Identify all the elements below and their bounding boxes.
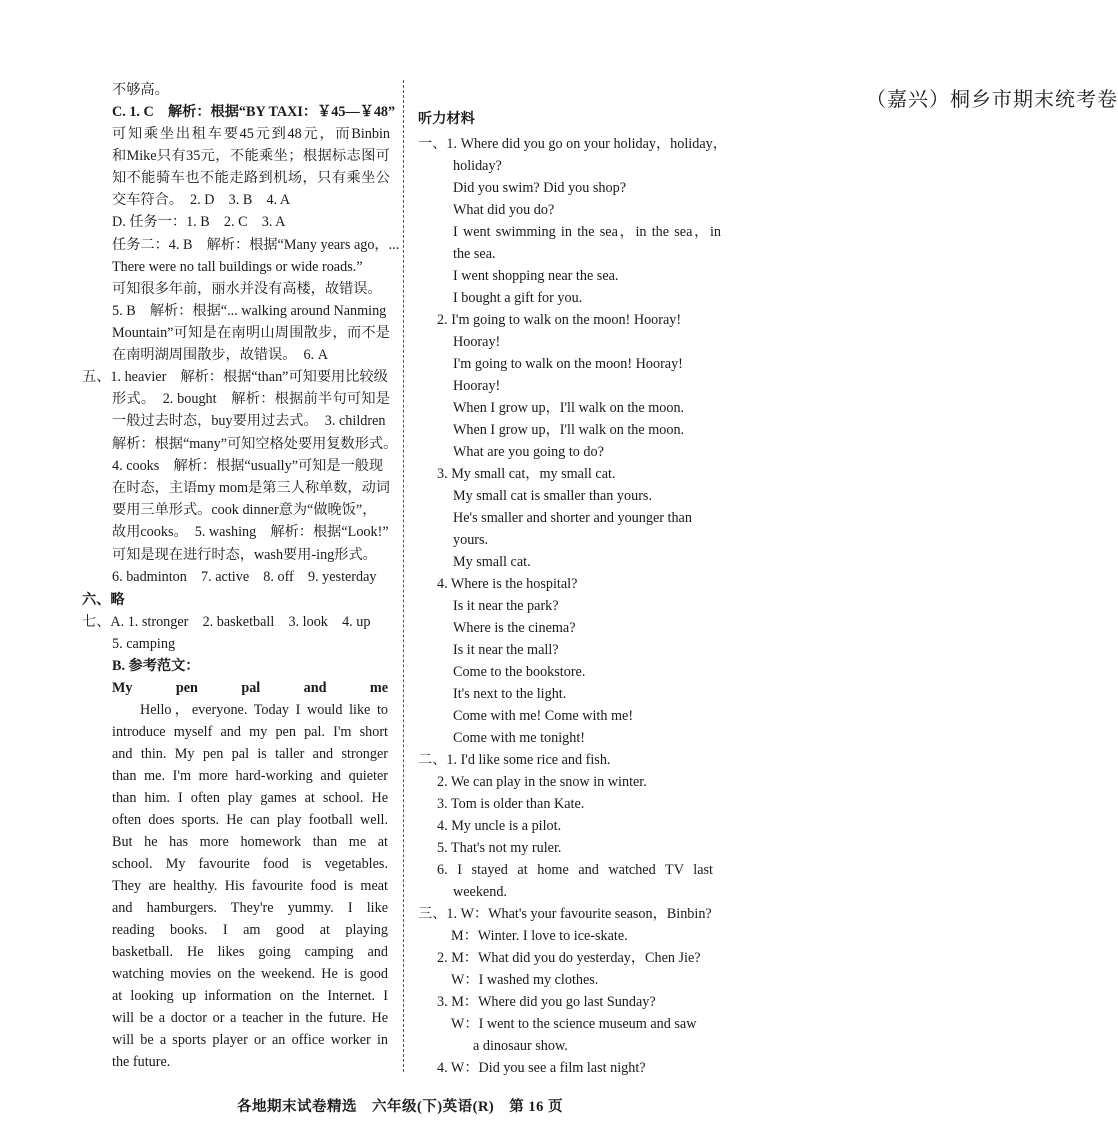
answer-line: 一般过去时态，buy要用过去式。 3. children [112, 413, 386, 429]
transcript-line: 4. My uncle is a pilot. [437, 818, 562, 834]
answer-line: C. 1. C 解析：根据“BY TAXI：￥45—￥48” [112, 104, 396, 120]
transcript-line: 二、1. I'd like some rice and fish. [418, 752, 611, 768]
transcript-line: I went swimming in the sea，in the sea，in [453, 224, 721, 240]
answer-line: My pen pal and me [112, 680, 388, 696]
answer-line: 解析：根据“many”可知空格处要用复数形式。 [112, 436, 398, 452]
transcript-line: a dinosaur show. [473, 1038, 568, 1054]
answer-line: 任务二：4. B 解析：根据“Many years ago，... [112, 237, 400, 253]
answer-line: 在南明湖周围散步，故错误。 6. A [112, 347, 328, 363]
answer-line: often does sports. He can play football well. [112, 812, 388, 828]
answer-line: 可知很多年前，丽水并没有高楼，故错误。 [112, 281, 382, 297]
answer-line: and hamburgers. They're yummy. I like [112, 900, 388, 916]
answer-line: school. My favourite food is vegetables. [112, 856, 388, 872]
transcript-line: 4. W：Did you see a film last night? [437, 1060, 646, 1076]
answer-line: will be a doctor or a teacher in the future. He [112, 1010, 388, 1026]
answer-line: B. 参考范文： [112, 658, 200, 674]
transcript-line: What are you going to do? [453, 444, 604, 460]
transcript-line: 3. M：Where did you go last Sunday? [437, 994, 656, 1010]
transcript-line: 一、1. Where did you go on your holiday，holiday， [418, 136, 727, 152]
transcript-line: 2. M：What did you do yesterday，Chen Jie? [437, 950, 701, 966]
answer-line: D. 任务一：1. B 2. C 3. A [112, 214, 286, 230]
transcript-line: I'm going to walk on the moon! Hooray! [453, 356, 683, 372]
transcript-line: My small cat is smaller than yours. [453, 488, 652, 504]
answer-line: 知不能骑车也不能走路到机场，只有乘坐公 [112, 170, 390, 186]
transcript-line: Is it near the park? [453, 598, 559, 614]
answer-line: 4. cooks 解析：根据“usually”可知是一般现 [112, 458, 384, 474]
answer-line: 故用cooks。 5. washing 解析：根据“Look!” [112, 524, 389, 540]
transcript-line: yours. [453, 532, 489, 548]
transcript-line: the sea. [453, 246, 496, 262]
transcript-line: M：Winter. I love to ice-skate. [451, 928, 628, 944]
answer-line: 六、略 [82, 592, 125, 608]
transcript-line: 2. I'm going to walk on the moon! Hooray! [437, 312, 682, 328]
transcript-line: My small cat. [453, 554, 531, 570]
answer-line: than him. I often play games at school. He [112, 790, 388, 806]
transcript-line: 2. We can play in the snow in winter. [437, 774, 647, 790]
transcript-line: weekend. [453, 884, 507, 900]
answer-line: at looking up information on the Internet. I [112, 988, 388, 1004]
transcript-line: Where is the cinema? [453, 620, 576, 636]
transcript-line: W：I washed my clothes. [451, 972, 599, 988]
answer-line: 可知乘坐出租车要45元到48元，而Binbin [112, 126, 390, 142]
answer-line: 在时态，主语my mom是第三人称单数，动词 [112, 480, 390, 496]
answer-line: 形式。 2. bought 解析：根据前半句可知是 [112, 391, 390, 407]
transcript-line: 3. Tom is older than Kate. [437, 796, 585, 812]
transcript-line: Did you swim? Did you shop? [453, 180, 627, 196]
transcript-line: I bought a gift for you. [453, 290, 583, 306]
answer-line: 五、1. heavier 解析：根据“than”可知要用比较级 [82, 369, 388, 385]
answer-line: 5. B 解析：根据“... walking around Nanming [112, 303, 387, 319]
column-divider [403, 80, 405, 1072]
transcript-line: Come with me! Come with me! [453, 708, 634, 724]
answer-line: 七、A. 1. stronger 2. basketball 3. look 4. up [82, 614, 371, 630]
transcript-line: He's smaller and shorter and younger than [453, 510, 692, 526]
transcript-line: 3. My small cat，my small cat. [437, 466, 616, 482]
answer-line: 6. badminton 7. active 8. off 9. yesterday [112, 569, 377, 585]
transcript-line: Is it near the mall? [453, 642, 559, 658]
answer-line: 交车符合。 2. D 3. B 4. A [112, 192, 291, 208]
transcript-line: When I grow up，I'll walk on the moon. [453, 400, 685, 416]
answer-line: There were no tall buildings or wide roads.” [112, 259, 363, 275]
transcript-line: 4. Where is the hospital? [437, 576, 578, 592]
transcript-line: When I grow up，I'll walk on the moon. [453, 422, 685, 438]
transcript-line: 三、1. W：What's your favourite season，Binbin? [418, 906, 712, 922]
transcript-line: W：I went to the science museum and saw [451, 1016, 697, 1032]
transcript-line: 6. I stayed at home and watched TV last [437, 862, 713, 878]
answer-line: 5. camping [112, 636, 176, 652]
answer-line: But he has more homework than me at [112, 834, 388, 850]
answer-line: the future. [112, 1054, 171, 1070]
transcript-line: What did you do? [453, 202, 555, 218]
page-footer: 各地期末试卷精选 六年级(下)英语(R) 第 16 页 [236, 1099, 564, 1115]
answer-line: They are healthy. His favourite food is meat [112, 878, 388, 894]
answer-line: Hello，everyone. Today I would like to [140, 702, 388, 718]
section-title: （嘉兴）桐乡市期末统考卷 [866, 89, 1118, 111]
answer-line: than me. I'm more hard-working and quieter [112, 768, 388, 784]
answer-line: Mountain”可知是在南明山周围散步，而不是 [112, 325, 390, 341]
transcript-line: It's next to the light. [453, 686, 567, 702]
transcript-line: Come with me tonight! [453, 730, 586, 746]
transcript-line: holiday? [453, 158, 502, 174]
answer-line: will be a sports player or an office worker in [112, 1032, 388, 1048]
transcript-line: 听力材料 [418, 111, 475, 127]
answer-line: 要用三单形式。cook dinner意为“做晚饭”， [112, 502, 377, 518]
answer-line: 可知是现在进行时态，wash要用-ing形式。 [112, 547, 377, 563]
answer-line: basketball. He likes going camping and [112, 944, 388, 960]
transcript-line: 5. That's not my ruler. [437, 840, 562, 856]
answer-line: watching movies on the weekend. He is good [112, 966, 388, 982]
transcript-line: Hooray! [453, 334, 501, 350]
answer-line: 和Mike只有35元，不能乘坐；根据标志图可 [112, 148, 390, 164]
transcript-line: Hooray! [453, 378, 501, 394]
transcript-line: Come to the bookstore. [453, 664, 586, 680]
answer-line: 不够高。 [112, 82, 169, 98]
answer-line: introduce myself and my pen pal. I'm short [112, 724, 388, 740]
transcript-line: I went shopping near the sea. [453, 268, 619, 284]
answer-line: and thin. My pen pal is taller and stronger [112, 746, 388, 762]
answer-line: reading books. I am good at playing [112, 922, 388, 938]
